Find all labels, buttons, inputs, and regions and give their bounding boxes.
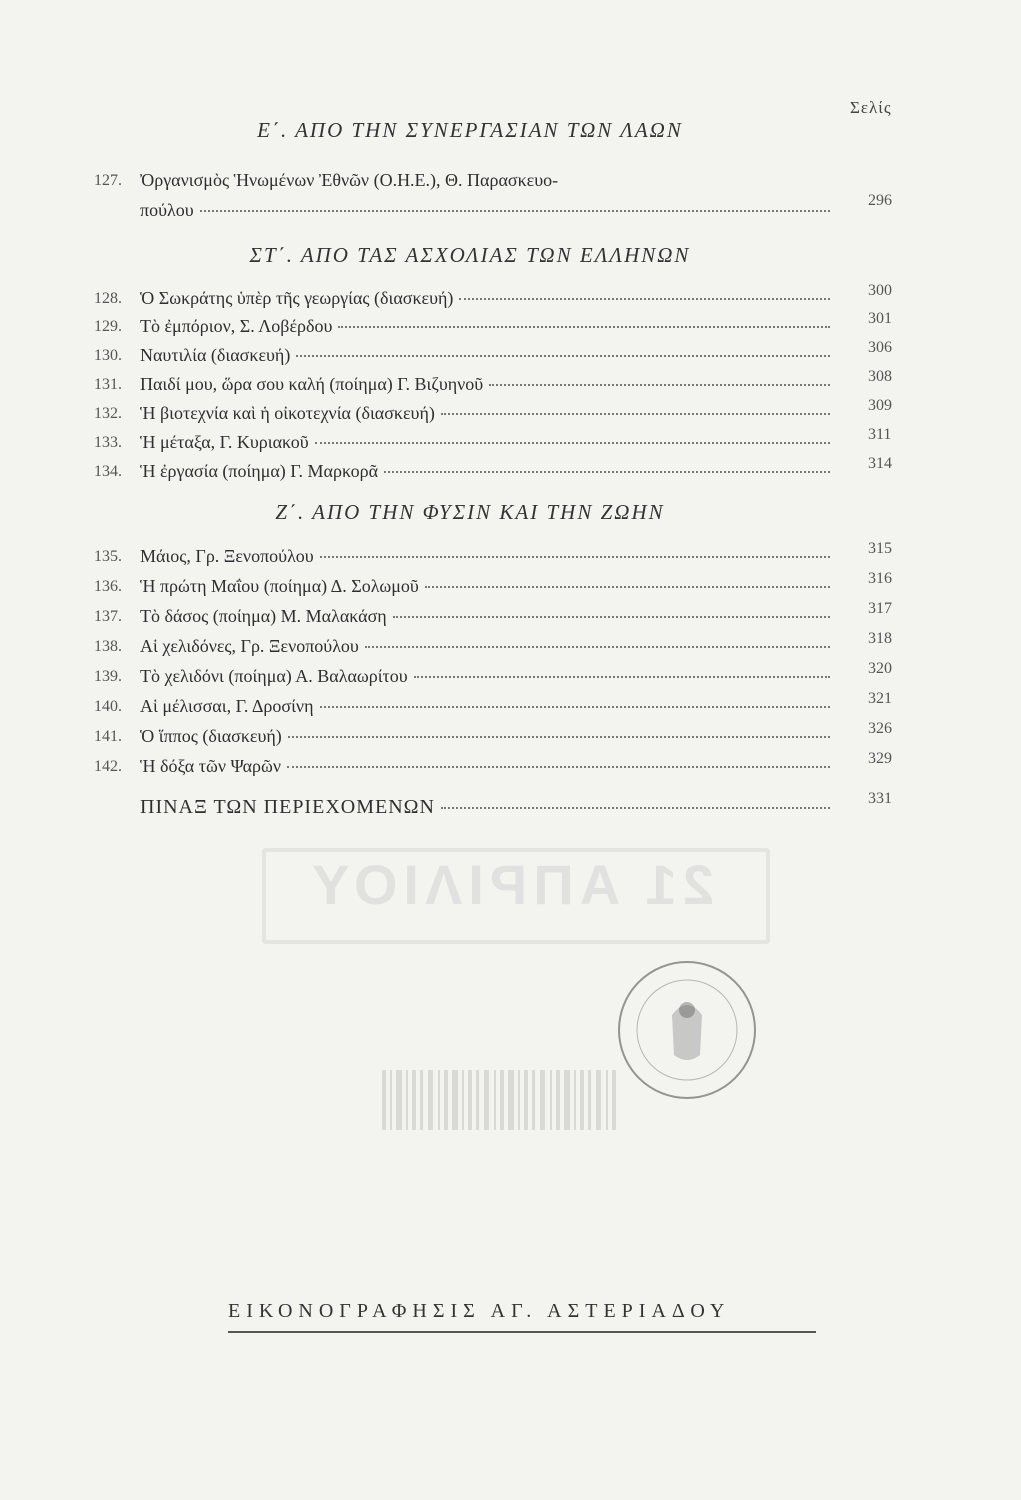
entry-number: 137. (94, 608, 122, 625)
entry-page: 316 (868, 570, 892, 587)
dot-leader (338, 325, 830, 328)
entry-page: 309 (868, 397, 892, 414)
footer-rule (228, 1331, 816, 1333)
toc-entry-index (0, 790, 1021, 824)
dot-leader (315, 441, 830, 444)
entry-title-text: Μάιος, Γρ. Ξενοπούλου (140, 546, 314, 566)
entry-page: 311 (868, 426, 892, 443)
entry-page: 301 (868, 310, 892, 327)
dot-leader (414, 675, 830, 678)
entry-title (140, 461, 830, 482)
entry-title (140, 345, 830, 366)
entry-title-line1: Ὀργανισμὸς Ἡνωμένων Ἐθνῶν (Ο.Η.Ε.), Θ. Παρασκευο- (140, 170, 559, 190)
entry-title-text: Ὁ ἵππος (διασκευή) (140, 726, 282, 746)
entry-title (140, 636, 830, 657)
illustrator-credit: ΕΙΚΟΝΟΓΡΑΦΗΣΙΣ ΑΓ. ΑΣΤΕΡΙΑΔΟΥ (228, 1300, 731, 1322)
toc-entry (0, 750, 1021, 784)
entry-title (140, 576, 830, 597)
entry-title-text: Ναυτιλία (διασκευή) (140, 345, 291, 365)
entry-title-text: Ἡ βιοτεχνία καὶ ἡ οἰκοτεχνία (διασκευή) (140, 403, 435, 423)
entry-number: 141. (94, 728, 122, 745)
entry-title-text: Ἡ ἐργασία (ποίημα) Γ. Μαρκορᾶ (140, 461, 379, 481)
dot-leader (288, 735, 830, 738)
entry-number: 131. (94, 376, 122, 393)
entry-title-text: Τὸ ἐμπόριον, Σ. Λοβέρδου (140, 316, 333, 336)
entry-page: 314 (868, 455, 892, 472)
entry-number: 129. (94, 318, 122, 335)
dot-leader (393, 615, 830, 618)
section-heading-z: Ζ΄. ΑΠΟ ΤΗΝ ΦΥΣΙΝ ΚΑΙ ΤΗΝ ΖΩΗΝ (275, 500, 665, 524)
entry-page: 308 (868, 368, 892, 385)
entry-title-text: Τὸ δάσος (ποίημα) Μ. Μαλακάση (140, 606, 387, 626)
entry-page: 329 (868, 750, 892, 767)
entry-title (140, 606, 830, 627)
dot-leader (200, 209, 830, 212)
entry-number: 140. (94, 698, 122, 715)
entry-title-text: Αἱ χελιδόνες, Γρ. Ξενοπούλου (140, 636, 359, 656)
section-heading-e: Ε΄. ΑΠΟ ΤΗΝ ΣΥΝΕΡΓΑΣΙΑΝ ΤΩΝ ΛΑΩΝ (257, 118, 683, 142)
entry-title (140, 403, 830, 424)
toc-entry (0, 455, 1021, 489)
entry-title (140, 696, 830, 717)
entry-title-text: Ἡ δόξα τῶν Ψαρῶν (140, 756, 281, 776)
entry-number: 128. (94, 290, 122, 307)
entry-title (140, 546, 830, 567)
entry-page: 320 (868, 660, 892, 677)
entry-title (140, 374, 830, 395)
entry-number: 138. (94, 638, 122, 655)
dot-leader (441, 412, 830, 415)
entry-page: 306 (868, 339, 892, 356)
dot-leader (425, 585, 830, 588)
ghost-barcode (372, 1070, 652, 1170)
entry-title (140, 288, 830, 309)
entry-number: 132. (94, 405, 122, 422)
dot-leader (384, 470, 830, 473)
entry-number: 133. (94, 434, 122, 451)
entry-title-text: Ἡ μέταξα, Γ. Κυριακοῦ (140, 432, 309, 452)
entry-title (140, 666, 830, 687)
entry-title (140, 756, 830, 777)
entry-title (140, 726, 830, 747)
entry-page: 321 (868, 690, 892, 707)
entry-title-text: Ἡ πρώτη Μαΐου (ποίημα) Δ. Σολωμοῦ (140, 576, 419, 596)
entry-number: 139. (94, 668, 122, 685)
entry-title-text: Παιδί μου, ὥρα σου καλή (ποίημα) Γ. Βιζυηνοῦ (140, 374, 484, 394)
dot-leader (489, 383, 830, 386)
entry-number: 134. (94, 463, 122, 480)
entry-title-text: Ὁ Σωκράτης ὑπὲρ τῆς γεωργίας (διασκευή) (140, 288, 454, 308)
entry-title (140, 432, 830, 453)
dot-leader (320, 555, 830, 558)
entry-title (140, 316, 830, 337)
dot-leader (365, 645, 830, 648)
entry-number: 130. (94, 347, 122, 364)
entry-title (140, 200, 830, 221)
entry-number: 127. (94, 172, 122, 189)
entry-page: 315 (868, 540, 892, 557)
dot-leader (296, 354, 830, 357)
entry-page: 300 (868, 282, 892, 299)
entry-title-text: πούλου (140, 200, 194, 220)
entry-number: 142. (94, 758, 122, 775)
ghost-stamp-text: 21 ΑΠΡΙΛΙΟΥ (306, 853, 714, 916)
entry-page: 318 (868, 630, 892, 647)
dot-leader (441, 806, 830, 809)
index-title-text: ΠΙΝΑΞ ΤΩΝ ΠΕΡΙΕΧΟΜΕΝΩΝ (140, 796, 435, 818)
entry-title-text: Αἱ μέλισσαι, Γ. Δροσίνη (140, 696, 314, 716)
entry-number: 135. (94, 548, 122, 565)
section-heading-st: ΣΤ΄. ΑΠΟ ΤΑΣ ΑΣΧΟΛΙΑΣ ΤΩΝ ΕΛΛΗΝΩΝ (249, 243, 691, 267)
index-entry-page: 331 (868, 790, 892, 807)
page-column-label: Σελίς (850, 98, 892, 117)
entry-page: 296 (868, 192, 892, 209)
dot-leader (459, 297, 830, 300)
entry-number: 136. (94, 578, 122, 595)
dot-leader (287, 765, 830, 768)
dot-leader (320, 705, 831, 708)
entry-page: 317 (868, 600, 892, 617)
entry-page: 326 (868, 720, 892, 737)
entry-title-text: Τὸ χελιδόνι (ποίημα) Α. Βαλαωρίτου (140, 666, 408, 686)
index-entry-title (140, 796, 830, 819)
